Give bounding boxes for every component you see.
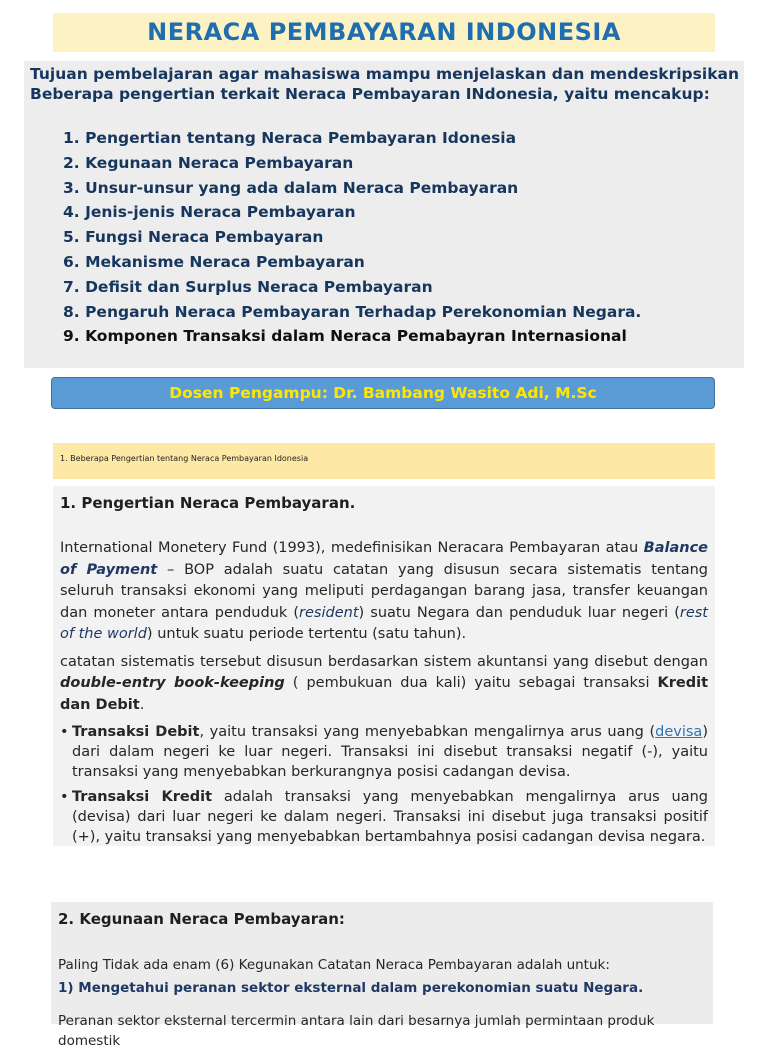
double-entry-text: ( pembukuan dua kali) yaitu sebagai transaksi	[284, 675, 658, 691]
objective-item: 5. Fungsi Neraca Pembayaran	[63, 228, 324, 247]
objective-item: 1. Pengertian tentang Neraca Pembayaran Idonesia	[63, 129, 517, 147]
kredit-debit-term: Kredit dan Debit	[60, 675, 709, 713]
learning-objectives-box	[24, 61, 744, 368]
kredit-term: Transaksi Kredit	[72, 789, 212, 805]
section1-slide-header	[53, 443, 715, 479]
debit-text: ) dari dalam negeri ke luar negeri. Transaksi ini disebut transaksi negatif (-), yaitu transaksi yang menyebabkan berkurangnya posisi cadangan devisa.	[72, 724, 708, 780]
objective-item: 7. Defisit dan Surplus Neraca Pembayaran	[63, 277, 433, 296]
section2-paragraph: Peranan sektor eksternal tercermin antara lain dari besarnya jumlah permintaan produk domestik	[58, 1013, 655, 1049]
bullet-icon: •	[60, 789, 69, 805]
debit-term: Transaksi Debit	[72, 724, 200, 740]
section2-content	[51, 902, 713, 1049]
objectives-list	[63, 126, 739, 349]
double-entry-paragraph	[60, 652, 708, 717]
kredit-bullet	[60, 787, 708, 847]
objective-item: 3. Unsur-unsur yang ada dalam Neraca Pembayaran	[63, 178, 519, 197]
page-title: NERACA PEMBAYARAN INDONESIA	[147, 18, 621, 46]
bullet-icon: •	[60, 724, 69, 740]
section1-heading: 1. Pengertian Neraca Pembayaran.	[60, 494, 356, 512]
objectives-intro: Tujuan pembelajaran agar mahasiswa mampu menjelaskan dan mendeskripsikan Beberapa pengertian terkait Neraca Pembayaran INdonesia, yaitu mencakup:	[30, 65, 739, 103]
devisa-link[interactable]: devisa	[655, 724, 703, 740]
section1-content	[53, 486, 715, 846]
transaction-list	[60, 722, 708, 847]
objective-item: 2. Kegunaan Neraca Pembayaran	[63, 153, 354, 172]
resident-term: resident	[299, 604, 359, 621]
definition-text: ) untuk suatu periode tertentu (satu tahun).	[146, 626, 467, 642]
bop-term: Balance of Payment	[60, 540, 708, 578]
section2-intro: Paling Tidak ada enam (6) Kegunakan Catatan Neraca Pembayaran adalah untuk:	[58, 957, 610, 973]
debit-text: , yaitu transaksi yang menyebabkan mengalirnya arus uang (	[199, 724, 656, 740]
lecturer-name: Dosen Pengampu: Dr. Bambang Wasito Adi, M.Sc	[169, 384, 597, 402]
definition-text: ) suatu Negara dan penduduk luar negeri (	[358, 604, 680, 621]
title-banner	[53, 13, 715, 52]
section2-point1: 1) Mengetahui peranan sektor eksternal dalam perekonomian suatu Negara.	[58, 980, 644, 996]
definition-paragraph	[60, 538, 708, 646]
double-entry-text: .	[139, 696, 145, 713]
objective-item: 9. Komponen Transaksi dalam Neraca Pemabayran Internasional	[63, 327, 627, 346]
rest-of-world-term: rest of the world	[60, 604, 708, 642]
debit-bullet	[60, 722, 708, 782]
double-entry-term: double-entry book-keeping	[60, 675, 285, 691]
section1-slide-header-text: 1. Beberapa Pengertian tentang Neraca Pembayaran Idonesia	[60, 454, 309, 463]
objective-item: 4. Jenis-jenis Neraca Pembayaran	[63, 203, 356, 222]
lecturer-bar	[51, 377, 715, 409]
double-entry-text: catatan sistematis tersebut disusun berdasarkan sistem akuntansi yang disebut dengan	[60, 653, 708, 670]
objective-item: 6. Mekanisme Neraca Pembayaran	[63, 252, 365, 271]
objective-item: 8. Pengaruh Neraca Pembayaran Terhadap Perekonomian Negara.	[63, 302, 642, 321]
section2-heading: 2. Kegunaan Neraca Pembayaran:	[58, 910, 345, 928]
kredit-text: adalah transaksi yang menyebabkan mengalirnya arus uang (devisa) dari luar negeri ke dalam negeri. Transaksi ini disebut juga transaksi positif (+), yaitu transaksi yang menyebabkan bertambahnya posisi cadangan devisa negara.	[72, 789, 709, 845]
definition-text: – BOP adalah suatu catatan yang disusun secara sistematis tentang seluruh transaksi ekonomi yang meliputi perdagangan barang jasa, transfer keuangan dan moneter antara penduduk (	[60, 561, 708, 621]
definition-text: International Monetery Fund (1993), medefinisikan Neracara Pembayaran atau	[60, 540, 644, 556]
